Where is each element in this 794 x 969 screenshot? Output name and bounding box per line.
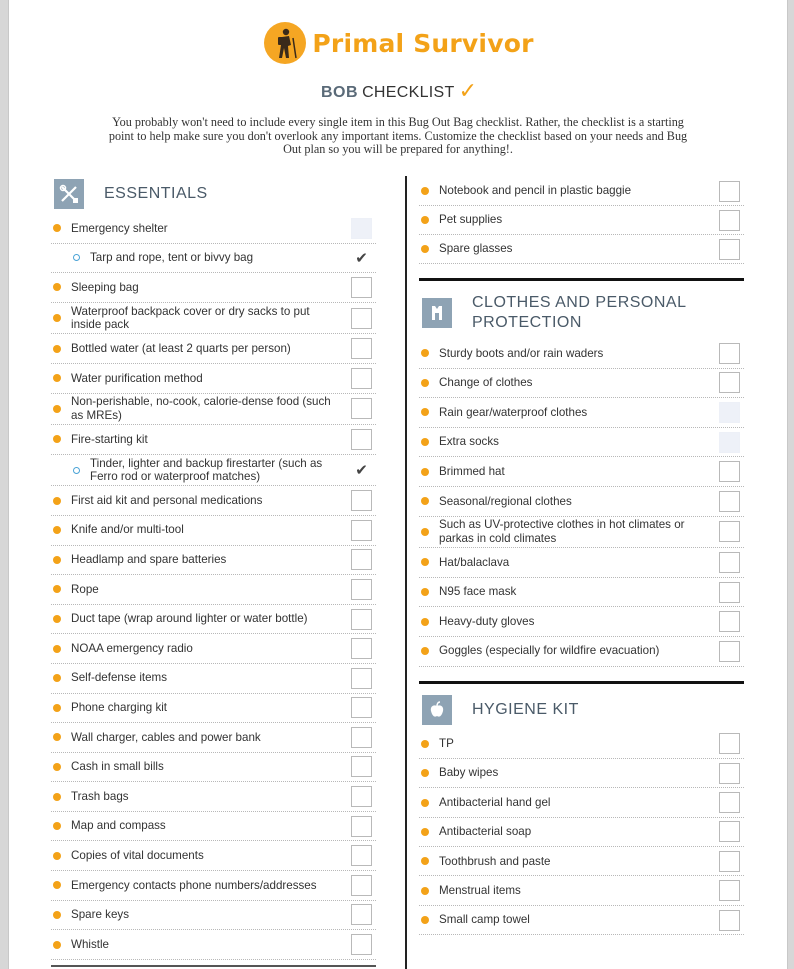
bullet-icon <box>53 585 61 593</box>
right-column <box>419 177 744 935</box>
checkbox[interactable] <box>351 638 372 659</box>
checkbox[interactable] <box>719 880 740 901</box>
bullet-icon <box>53 345 61 353</box>
bullet-icon <box>421 379 429 387</box>
checkbox[interactable] <box>719 521 740 542</box>
checkbox[interactable] <box>351 579 372 600</box>
bullet-icon <box>53 435 61 443</box>
essentials-list <box>51 214 376 960</box>
checklist-item <box>419 906 744 935</box>
checkbox[interactable] <box>351 338 372 359</box>
checklist-item <box>51 871 376 901</box>
checkbox[interactable] <box>719 552 740 573</box>
checklist-item <box>51 214 376 244</box>
checklist-item <box>51 782 376 812</box>
checklist-item <box>51 841 376 871</box>
checklist-item <box>51 334 376 364</box>
checklist-item <box>419 847 744 876</box>
checklist-item <box>51 546 376 576</box>
bullet-icon <box>53 374 61 382</box>
checklist-item <box>51 516 376 546</box>
checklist-item <box>419 637 744 667</box>
item-label: Spare glasses <box>439 242 513 256</box>
checkmark-icon: ✓ <box>458 78 477 103</box>
checklist-item <box>51 455 376 487</box>
item-label: Hat/balaclava <box>439 555 510 569</box>
bullet-icon <box>53 224 61 232</box>
item-label: Sleeping bag <box>71 280 139 294</box>
bullet-icon <box>53 283 61 291</box>
brand-row <box>9 22 789 64</box>
bullet-icon <box>53 822 61 830</box>
bullet-icon <box>421 799 429 807</box>
bullet-icon <box>421 408 429 416</box>
item-label: N95 face mask <box>439 585 517 599</box>
bullet-icon <box>421 349 429 357</box>
checklist-item <box>51 273 376 303</box>
item-label: Goggles (especially for wildfire evacuation) <box>439 644 660 658</box>
checkbox[interactable] <box>351 786 372 807</box>
bullet-icon <box>53 526 61 534</box>
item-label: TP <box>439 736 454 750</box>
checklist-item <box>419 517 744 549</box>
item-label: Duct tape (wrap around lighter or water bottle) <box>71 612 308 626</box>
checklist-item <box>51 394 376 426</box>
checkbox[interactable] <box>351 520 372 541</box>
checklist-item <box>419 607 744 637</box>
bullet-icon <box>53 405 61 413</box>
checklist-page <box>8 0 788 969</box>
essentials-title: ESSENTIALS <box>104 185 208 202</box>
item-label: Knife and/or multi-tool <box>71 523 184 537</box>
title-regular: CHECKLIST <box>362 84 455 101</box>
bullet-icon <box>421 588 429 596</box>
clothes-header <box>419 291 744 335</box>
checkbox[interactable] <box>351 727 372 748</box>
bottom-rule <box>51 965 376 967</box>
checkbox[interactable] <box>351 697 372 718</box>
bullet-icon <box>53 674 61 682</box>
checklist-item <box>419 730 744 759</box>
bullet-icon <box>421 438 429 446</box>
item-label: Heavy-duty gloves <box>439 614 535 628</box>
checkbox[interactable] <box>719 641 740 662</box>
item-label: Spare keys <box>71 908 129 922</box>
item-label: Sturdy boots and/or rain waders <box>439 346 604 360</box>
bullet-icon <box>421 468 429 476</box>
item-label: Antibacterial hand gel <box>439 795 551 809</box>
item-label: Cash in small bills <box>71 760 164 774</box>
bullet-icon <box>421 857 429 865</box>
checkbox[interactable] <box>719 461 740 482</box>
item-label: Map and compass <box>71 819 166 833</box>
checklist-item <box>419 876 744 905</box>
item-label: Notebook and pencil in plastic baggie <box>439 184 632 198</box>
checkbox[interactable] <box>351 277 372 298</box>
item-label: Trash bags <box>71 789 129 803</box>
sub-bullet-icon <box>73 467 80 474</box>
item-label: Toothbrush and paste <box>439 854 551 868</box>
item-label: Non-perishable, no-cook, calorie-dense food (such as MREs) <box>71 395 331 422</box>
checkbox[interactable] <box>719 733 740 754</box>
bullet-icon <box>53 497 61 505</box>
checklist-item <box>419 339 744 369</box>
checklist-item <box>419 428 744 458</box>
item-label: Headlamp and spare batteries <box>71 553 227 567</box>
checkbox[interactable] <box>351 308 372 329</box>
item-label: Seasonal/regional clothes <box>439 494 572 508</box>
checklist-item <box>419 578 744 608</box>
checkbox[interactable] <box>719 763 740 784</box>
bullet-icon <box>53 314 61 322</box>
checklist-item <box>51 753 376 783</box>
checkbox[interactable] <box>719 402 740 423</box>
item-label: Waterproof backpack cover or dry sacks to put inside pack <box>71 304 310 332</box>
bullet-icon <box>53 733 61 741</box>
bullet-icon <box>421 216 429 224</box>
checklist-item <box>419 487 744 517</box>
checkbox[interactable] <box>719 432 740 453</box>
item-label: Copies of vital documents <box>71 849 204 863</box>
checkbox[interactable] <box>719 181 740 202</box>
item-label: Rain gear/waterproof clothes <box>439 405 588 419</box>
checkbox[interactable] <box>351 368 372 389</box>
section-rule <box>419 278 744 281</box>
checkbox[interactable] <box>719 239 740 260</box>
checkbox[interactable] <box>719 491 740 512</box>
item-label: Wall charger, cables and power bank <box>71 730 261 744</box>
item-label: Brimmed hat <box>439 464 505 478</box>
bullet-icon <box>53 704 61 712</box>
checkbox[interactable] <box>719 343 740 364</box>
bullet-icon <box>421 828 429 836</box>
bullet-icon <box>421 769 429 777</box>
item-label: Menstrual items <box>439 883 521 897</box>
bullet-icon <box>53 763 61 771</box>
bullet-icon <box>53 881 61 889</box>
checklist-item <box>51 812 376 842</box>
item-label: Antibacterial soap <box>439 825 532 839</box>
checklist-item <box>51 930 376 960</box>
checklist-item <box>419 818 744 847</box>
item-label: Rope <box>71 582 99 596</box>
bullet-icon <box>421 528 429 536</box>
bullet-icon <box>53 556 61 564</box>
item-label: First aid kit and personal medications <box>71 493 263 507</box>
checklist-item <box>51 364 376 394</box>
checkbox[interactable] <box>719 210 740 231</box>
bullet-icon <box>421 558 429 566</box>
checkbox[interactable] <box>351 668 372 689</box>
item-label: Emergency contacts phone numbers/addresses <box>71 878 317 892</box>
checkbox[interactable] <box>719 851 740 872</box>
item-label: Fire-starting kit <box>71 432 148 446</box>
checkbox[interactable] <box>351 398 372 419</box>
brand-name: Primal Survivor <box>312 28 534 58</box>
item-label: Small camp towel <box>439 913 530 927</box>
clothes-list <box>419 339 744 667</box>
checklist-item <box>419 235 744 264</box>
checkbox[interactable] <box>351 875 372 896</box>
checklist-item <box>51 486 376 516</box>
apple-icon <box>422 695 452 725</box>
item-label: Tarp and rope, tent or bivvy bag <box>90 251 254 265</box>
shirt-icon <box>422 298 452 328</box>
left-column <box>51 178 376 960</box>
title-bold: BOB <box>321 84 359 101</box>
checkbox[interactable] <box>719 582 740 603</box>
checkbox[interactable] <box>351 490 372 511</box>
section-rule <box>419 681 744 684</box>
bullet-icon <box>421 887 429 895</box>
checked-checkbox[interactable]: ✔ <box>355 249 368 267</box>
checklist-item <box>419 759 744 788</box>
checkbox[interactable] <box>351 549 372 570</box>
intro-paragraph: You probably won't need to include every single item in this Bug Out Bag checklist. Rather, the checklist is a starting point to help make sure you don't overlook any important items. Customize the checklist based on your needs and Bug Out plan so you will be prepared for anything!. <box>108 115 688 156</box>
checkbox[interactable] <box>719 611 740 632</box>
checklist-item <box>51 694 376 724</box>
bullet-icon <box>421 497 429 505</box>
item-label: Tinder, lighter and backup firestarter (such as Ferro rod or waterproof matches) <box>90 456 323 484</box>
item-label: Change of clothes <box>439 376 533 390</box>
item-label: Pet supplies <box>439 213 503 227</box>
clothes-title-line1: CLOTHES AND PERSONAL <box>472 294 687 311</box>
checklist-item <box>51 723 376 753</box>
checkbox[interactable] <box>719 910 740 931</box>
hygiene-title: HYGIENE KIT <box>472 700 579 718</box>
checklist-item <box>51 605 376 635</box>
checklist-item <box>51 425 376 455</box>
item-label: Bottled water (at least 2 quarts per person) <box>71 341 291 355</box>
checklist-item <box>51 303 376 335</box>
bullet-icon <box>53 852 61 860</box>
item-label: Self-defense items <box>71 671 168 685</box>
item-label: Whistle <box>71 937 110 951</box>
checkbox[interactable] <box>351 218 372 239</box>
checkbox[interactable] <box>351 609 372 630</box>
bullet-icon <box>421 647 429 655</box>
checklist-item <box>51 901 376 931</box>
checkbox[interactable] <box>351 816 372 837</box>
hiker-icon <box>264 22 306 64</box>
item-label: Emergency shelter <box>71 221 168 235</box>
bullet-icon <box>53 645 61 653</box>
tools-icon <box>54 179 84 209</box>
bullet-icon <box>53 793 61 801</box>
sub-bullet-icon <box>73 254 80 261</box>
checkbox[interactable] <box>351 756 372 777</box>
checklist-item <box>419 206 744 235</box>
bullet-icon <box>421 245 429 253</box>
checkbox[interactable] <box>351 845 372 866</box>
bullet-icon <box>53 941 61 949</box>
hygiene-header <box>419 694 744 726</box>
checklist-item <box>51 664 376 694</box>
bullet-icon <box>421 740 429 748</box>
clothes-title <box>472 293 687 333</box>
checkbox[interactable] <box>719 821 740 842</box>
item-label: Such as UV-protective clothes in hot climates or parkas in cold climates <box>439 518 685 545</box>
checklist-item <box>419 548 744 578</box>
bullet-icon <box>421 187 429 195</box>
checklist-title <box>9 72 789 102</box>
checkbox[interactable] <box>719 792 740 813</box>
checklist-item <box>419 457 744 487</box>
item-label: Water purification method <box>71 371 203 385</box>
checked-checkbox[interactable]: ✔ <box>355 462 368 480</box>
bullet-icon <box>53 615 61 623</box>
checklist-item <box>419 177 744 206</box>
bullet-icon <box>53 911 61 919</box>
hygiene-list <box>419 730 744 936</box>
checklist-item <box>419 788 744 817</box>
essentials-header <box>51 178 376 210</box>
bullet-icon <box>421 618 429 626</box>
checklist-item <box>51 244 376 274</box>
item-label: Phone charging kit <box>71 701 168 715</box>
header <box>9 22 789 102</box>
checkbox[interactable] <box>351 429 372 450</box>
checkbox[interactable] <box>719 372 740 393</box>
checklist-item <box>51 634 376 664</box>
continued-list <box>419 177 744 264</box>
checklist-item <box>51 575 376 605</box>
clothes-title-line2: PROTECTION <box>472 314 582 331</box>
checkbox[interactable] <box>351 904 372 925</box>
column-divider <box>405 176 407 969</box>
checkbox[interactable] <box>351 934 372 955</box>
checklist-item <box>419 398 744 428</box>
item-label: Baby wipes <box>439 766 499 780</box>
item-label: Extra socks <box>439 435 499 449</box>
checklist-item <box>419 369 744 399</box>
bullet-icon <box>421 916 429 924</box>
item-label: NOAA emergency radio <box>71 641 193 655</box>
